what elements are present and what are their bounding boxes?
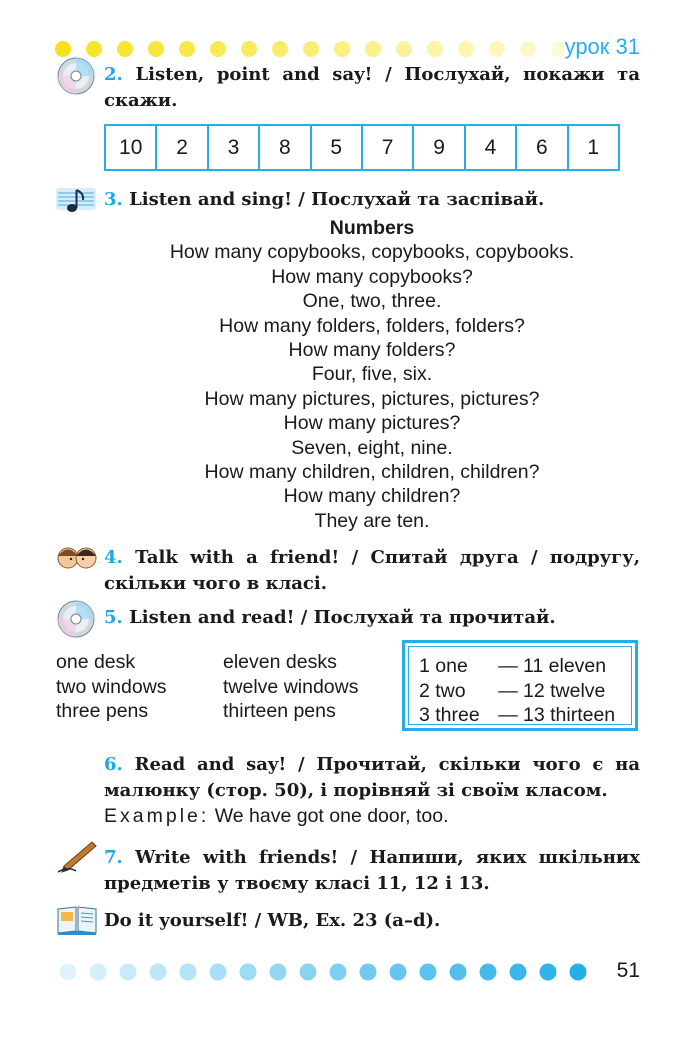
task-5-instruction — [104, 605, 556, 631]
number-cell: 9 — [413, 125, 464, 170]
bottom-dot — [510, 964, 527, 981]
lesson-label: урок 31 — [564, 34, 640, 59]
song-lines — [104, 240, 640, 533]
song-line: How many copybooks, copybooks, copybooks. — [169, 241, 575, 264]
top-dot — [396, 41, 412, 57]
pair-second: 13 thirteen — [523, 704, 616, 726]
number-pairs-box — [402, 640, 638, 731]
task-text: Talk with a friend! / Спитай друга / подругу, — [135, 547, 640, 568]
task-2-instruction — [104, 62, 640, 114]
task-number: 5. — [104, 607, 123, 628]
cd-icon — [56, 599, 96, 639]
top-dot — [458, 41, 474, 57]
task-text: Read and say! / Прочитай, скільки чого є на — [134, 754, 640, 775]
top-dot — [210, 41, 226, 57]
cd-icon — [56, 56, 96, 96]
task-number: 4. — [104, 547, 123, 568]
top-dots-decoration — [54, 40, 564, 58]
example-text: We have got one door, too. — [214, 805, 449, 827]
song-line: They are ten. — [314, 509, 430, 532]
top-dot — [520, 41, 536, 57]
top-dot — [55, 41, 71, 57]
phrase: thirteen pens — [223, 700, 336, 722]
pair-second: 12 twelve — [523, 679, 606, 702]
bottom-dot — [270, 964, 287, 981]
pair-first: 2 two — [419, 679, 466, 702]
singular-column — [56, 650, 167, 724]
top-dot — [334, 41, 350, 57]
top-dot — [117, 41, 133, 57]
top-dot — [272, 41, 288, 57]
pair-first: 1 one — [419, 655, 468, 677]
song-line: One, two, three. — [302, 290, 442, 313]
song-line: How many folders? — [288, 339, 456, 362]
number-cell: 6 — [516, 125, 567, 170]
bottom-dots-decoration — [58, 962, 598, 982]
number-cell: 5 — [311, 125, 362, 170]
bottom-dot — [120, 964, 137, 981]
number-cell: 8 — [259, 125, 310, 170]
song-line: How many children, children, children? — [204, 461, 540, 484]
task-number: 7. — [104, 847, 123, 868]
top-dot — [551, 41, 564, 57]
phrase: three pens — [56, 700, 149, 722]
number-cell: 7 — [362, 125, 413, 170]
bottom-dot — [210, 964, 227, 981]
bottom-dot — [60, 964, 77, 981]
task-4-instruction — [104, 545, 640, 597]
song-line: How many pictures, pictures, pictures? — [204, 387, 540, 410]
bottom-dot — [570, 964, 587, 981]
song-line: How many folders, folders, folders? — [219, 314, 525, 337]
bottom-dot — [90, 964, 107, 981]
song-line: Seven, eight, nine. — [291, 436, 453, 459]
pen-icon — [56, 840, 98, 874]
bottom-dot — [450, 964, 467, 981]
number-cell: 1 — [568, 125, 619, 170]
task-text-continued: предметів у твоєму класі 11, 12 і 13. — [104, 873, 490, 894]
top-dot — [86, 41, 102, 57]
song-line: How many children? — [283, 485, 461, 508]
phrase: one desk — [56, 651, 136, 673]
pair-dash: — — [498, 655, 518, 677]
bottom-dot — [330, 964, 347, 981]
number-cell: 10 — [105, 125, 156, 170]
song-line: Four, five, six. — [311, 363, 433, 386]
task-6-instruction — [104, 752, 640, 804]
phrase: two windows — [56, 675, 167, 698]
phrase: twelve windows — [223, 675, 359, 698]
music-note-icon — [56, 186, 96, 216]
pair-second: 11 eleven — [523, 655, 607, 677]
number-pair-row — [419, 679, 631, 704]
number-pairs-list — [408, 646, 632, 725]
number-cell: 2 — [156, 125, 207, 170]
page-number: 51 — [616, 959, 640, 982]
phrase: eleven desks — [223, 651, 337, 673]
bottom-dot — [480, 964, 497, 981]
pair-dash: — — [498, 679, 518, 702]
bottom-dot — [150, 964, 167, 981]
numbers-row — [105, 125, 619, 170]
task-3-instruction — [104, 187, 544, 213]
talking-children-icon — [56, 545, 98, 571]
example-label: Example: — [104, 805, 210, 827]
example-line — [104, 805, 449, 828]
workbook-icon — [56, 903, 98, 935]
top-dot — [427, 41, 443, 57]
song-line: How many pictures? — [283, 412, 461, 435]
bottom-dot — [240, 964, 257, 981]
top-dot — [241, 41, 257, 57]
top-dot — [148, 41, 164, 57]
task-number: 3. — [104, 189, 123, 210]
song-title: Numbers — [329, 217, 415, 239]
task-text-continued: скільки чого в класі. — [104, 573, 327, 594]
top-dot — [365, 41, 381, 57]
song-line: How many copybooks? — [271, 265, 473, 288]
bottom-dot — [540, 964, 557, 981]
task-text: Write with friends! / Напиши, яких шкільних — [135, 847, 640, 868]
number-cell: 4 — [465, 125, 516, 170]
numbers-table — [104, 124, 620, 171]
task-text: Listen and sing! / Послухай та заспівай. — [129, 189, 545, 210]
bottom-dot — [390, 964, 407, 981]
plural-column — [223, 650, 358, 724]
task-7-instruction — [104, 845, 640, 897]
diy-instruction: Do it yourself! / WB, Ex. 23 (a–d). — [104, 910, 441, 931]
number-pair-row — [419, 654, 631, 679]
pair-first: 3 three — [419, 704, 480, 726]
pair-dash: — — [498, 704, 518, 726]
task-number: 6. — [104, 754, 123, 775]
top-dot — [489, 41, 505, 57]
top-dot — [303, 41, 319, 57]
bottom-dot — [300, 964, 317, 981]
song-block — [104, 216, 640, 533]
task-text-continued: малюнку (стор. 50), і порівняй зі своїм класом. — [104, 780, 608, 801]
number-pair-row — [419, 703, 631, 728]
top-dot — [179, 41, 195, 57]
task-number: 2. — [104, 64, 123, 85]
task-text: Listen, point and say! / Послухай, покажи та — [135, 64, 640, 85]
bottom-dot — [180, 964, 197, 981]
task-text-continued: скажи. — [104, 90, 178, 111]
bottom-dot — [360, 964, 377, 981]
bottom-dot — [420, 964, 437, 981]
number-cell: 3 — [208, 125, 259, 170]
task-text: Listen and read! / Послухай та прочитай. — [129, 607, 556, 628]
